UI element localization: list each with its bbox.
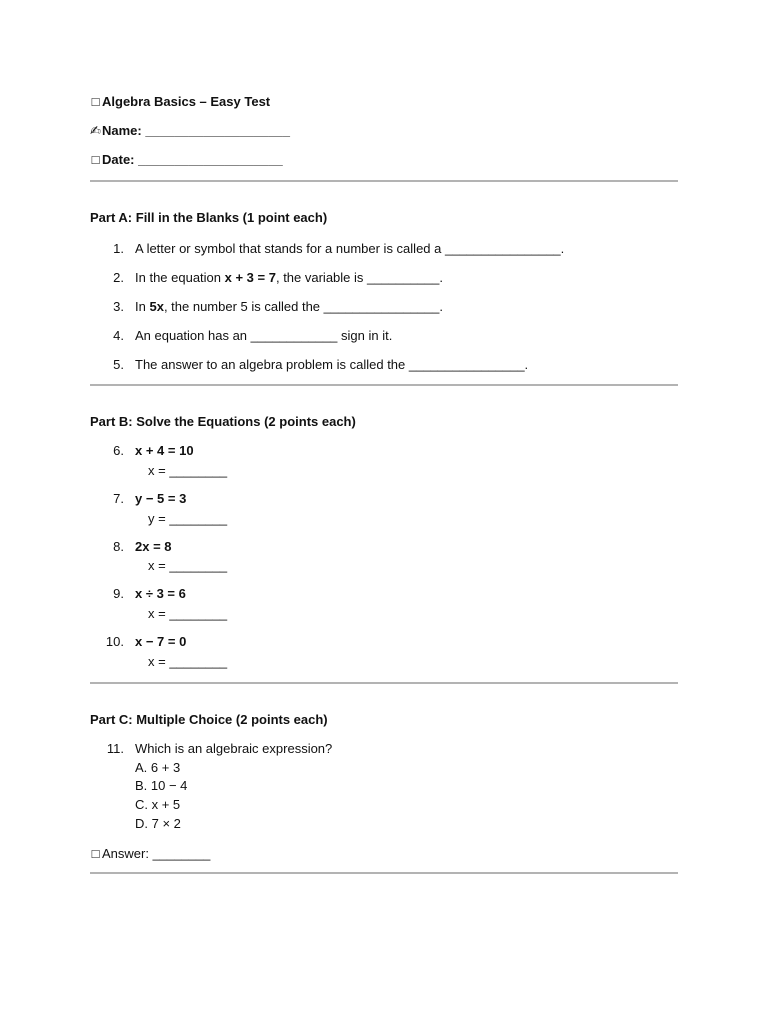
test-title <box>90 94 270 110</box>
divider <box>90 682 678 684</box>
option-b: B. 10 − 4 <box>135 778 188 793</box>
answer-label: Answer: ________ <box>102 846 211 861</box>
equation: y − 5 = 3 <box>135 491 187 506</box>
writing-hand-icon: ✍ <box>90 123 101 138</box>
question-number: 3. <box>113 299 124 314</box>
divider <box>90 872 678 874</box>
answer-blank: y = ________ <box>148 511 228 526</box>
part-c-heading: Part C: Multiple Choice (2 points each) <box>90 712 328 727</box>
question-number: 9. <box>113 586 124 601</box>
option-d: D. 7 × 2 <box>135 816 181 831</box>
answer-line <box>90 846 210 862</box>
question-text: Which is an algebraic expression? <box>135 741 333 756</box>
answer-blank: x = ________ <box>148 558 228 573</box>
divider <box>90 180 678 182</box>
answer-blank: x = ________ <box>148 654 228 669</box>
question-number: 6. <box>113 443 124 458</box>
question-number: 11. <box>106 741 124 756</box>
test-title-text: Algebra Basics – Easy Test <box>102 94 271 109</box>
answer-blank: x = ________ <box>148 606 228 621</box>
part-b-heading: Part B: Solve the Equations (2 points each) <box>90 414 356 429</box>
question-text: An equation has an ____________ sign in it. <box>135 328 393 343</box>
answer-blank: x = ________ <box>148 463 228 478</box>
option-a: A. 6 + 3 <box>135 760 181 775</box>
equation: x − 7 = 0 <box>135 634 187 649</box>
question-number: 7. <box>113 491 124 506</box>
date-line <box>90 152 283 168</box>
option-c: C. x + 5 <box>135 797 181 812</box>
equation: x ÷ 3 = 6 <box>135 586 186 601</box>
question-number: 4. <box>113 328 124 343</box>
checkbox-icon: □ <box>91 846 100 861</box>
question-number: 8. <box>113 539 124 554</box>
question-number: 1. <box>113 241 124 256</box>
question-number: 10. <box>105 634 124 649</box>
checkbox-icon: □ <box>91 94 100 109</box>
equation: 2x = 8 <box>135 539 172 554</box>
date-label: Date: ____________________ <box>102 152 283 167</box>
question-text: The answer to an algebra problem is called the ________________. <box>135 357 529 372</box>
question-text: In the equation x + 3 = 7, the variable is __________. <box>135 270 443 285</box>
name-line <box>90 123 290 139</box>
question-number: 5. <box>113 357 124 372</box>
calendar-icon: □ <box>91 152 100 167</box>
question-text: A letter or symbol that stands for a number is called a ________________. <box>135 241 565 256</box>
part-a-heading: Part A: Fill in the Blanks (1 point each) <box>90 210 328 225</box>
question-number: 2. <box>113 270 124 285</box>
equation: x + 4 = 10 <box>135 443 194 458</box>
question-text: In 5x, the number 5 is called the ________________. <box>135 299 443 314</box>
divider <box>90 384 678 386</box>
name-label: Name: ____________________ <box>102 123 290 138</box>
